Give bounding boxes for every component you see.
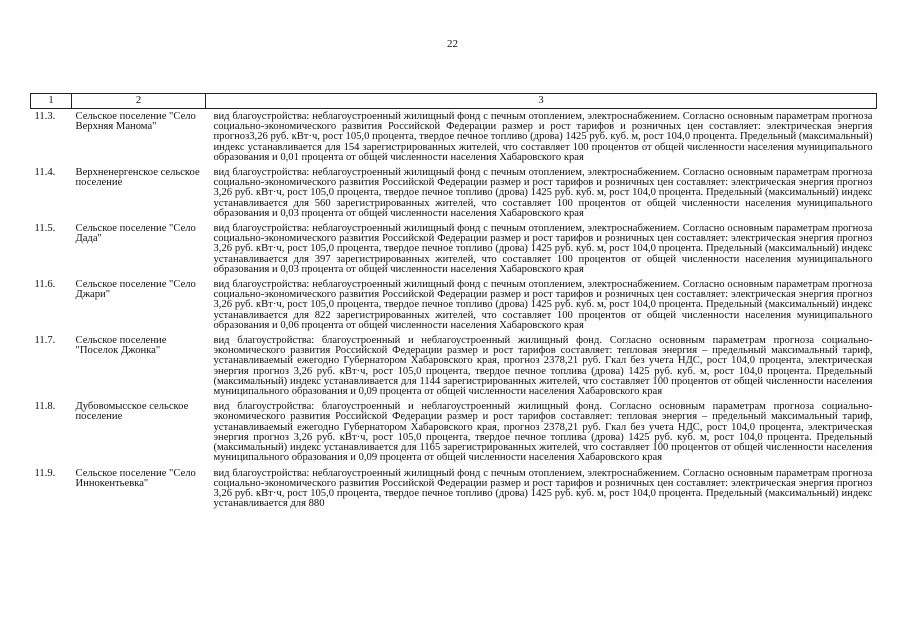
row-number: 11.7. (34, 335, 56, 347)
settlement-name: Верхненергенское сельское поселение (75, 167, 200, 189)
row-description: вид благоустройства: благоустроенный и неблагоустроенный жилищный фонд. Согласно основным параметрам прогноза социально-экономического развития Российской Федерации размер и рост тарифов составляет: тепловая энергия – предельный максимальный тариф, устанавливаемый ежегодно Губернатором Хабаровского края, прогноз 2378,21 руб. Гкал без учета НДС, рост 104,0 процента, электрическая энергия прогноз 3,26 руб. кВт·ч, рост 105,0 процента, твердое печное топлива (дрова) 1425 руб. куб. м, рост 104,0 процента. Предельный (максимальный) индекс устанавливается для 1144 зарегистрированных жителей, что составляет 100 процентов от общей численности населения муниципального образования и 0,09 процента от общей численности населения Хабаровского края (213, 335, 873, 398)
row-description: вид благоустройства: неблагоустроенный жилищный фонд с печным отоплением, электроснабжением. Согласно основным параметрам прогноза социально-экономического развития Российской Федерации размер и рост тарифов и розничных цен составляет: электрическая энергия прогноз 3,26 руб. кВт·ч, рост 105,0 процента, твердое печное топливо (дрова) 1425 руб. куб. м, рост 104,0 процента. Предельный (максимальный) индекс устанавливается для 822 зарегистрированных жителей, что составляет 100 процентов от общей численности населения муниципального образования и 0,06 процента от общей численности населения Хабаровского края (213, 279, 873, 331)
column-header-name: 2 (72, 94, 206, 109)
table-row (31, 223, 877, 279)
table-row (31, 335, 877, 401)
settlement-name: Сельское поселение "Поселок Джонка" (75, 335, 167, 357)
row-number: 11.6. (34, 279, 56, 291)
row-description: вид благоустройства: неблагоустроенный жилищный фонд с печным отоплением, электроснабжением. Согласно основным параметрам прогноза социально-экономического развития Российской Федерации размер и рост тарифов и розничных цен составляет: электрическая энергия прогноз 3,26 руб. кВт·ч, рост 105,0 процента, твердое печное топливо (дрова) 1425 руб. куб. м, рост 104,0 процента. Предельный (максимальный) индекс устанавливается для 560 зарегистрированных жителей, что составляет 100 процентов от общей численности населения муниципального образования и 0,03 процента от общей численности населения Хабаровского края (213, 167, 873, 219)
settlement-name: Сельское поселение "Село Иннокентьевка" (75, 467, 196, 489)
tariff-index-table (30, 93, 877, 513)
table-header-row (31, 94, 877, 109)
table-body (31, 109, 877, 514)
row-number: 11.9. (34, 467, 56, 479)
row-number: 11.5. (34, 223, 56, 235)
row-number: 11.3. (34, 111, 56, 122)
page-number: 22 (447, 38, 458, 50)
row-description: вид благоустройства: неблагоустроенный жилищный фонд с печным отоплением, электроснабжением. Согласно основным параметрам прогноза социально-экономического развития Российской Федерации размер и рост тарифов и розничных цен составляет: электрическая энергия прогноз 3,26 руб. кВт·ч, рост 105,0 процента, твердое печное топливо (дрова) 1425 руб. куб. м, рост 104,0 процента. Предельный (максимальный) индекс устанавливается для 880 (213, 467, 873, 510)
column-header-number: 1 (31, 94, 72, 109)
column-header-description: 3 (206, 94, 877, 109)
settlement-name: Сельское поселение "Село Верхняя Манома" (75, 111, 196, 133)
row-description: вид благоустройства: неблагоустроенный жилищный фонд с печным отоплением, электроснабжением. Согласно основным параметрам прогноза социально-экономического развития Российской Федерации размер и рост тарифов и розничных цен составляет: электрическая энергия прогноз3,26 руб. кВт·ч, рост 105,0 процента, твердое печное топливо (дрова) 1425 руб. куб. м, рост 104,0 процента. Предельный (максимальный) индекс устанавливается для 154 зарегистрированных жителей, что составляет 100 процентов от общей численности населения муниципального образования и 0,01 процента от общей численности населения Хабаровского края (213, 111, 873, 163)
settlement-name: Дубовомысское сельское поселение (75, 401, 189, 423)
table-row (31, 401, 877, 467)
table-header (31, 94, 877, 109)
row-number: 11.4. (34, 167, 56, 179)
settlement-name: Сельское поселение "Село Дада" (75, 223, 196, 245)
row-number: 11.8. (34, 401, 56, 413)
row-description: вид благоустройства: неблагоустроенный жилищный фонд с печным отоплением, электроснабжением. Согласно основным параметрам прогноза социально-экономического развития Российской Федерации размер и рост тарифов и розничных цен составляет: электрическая энергия прогноз 3,26 руб. кВт·ч, рост 105,0 процента, твердое печное топливо (дрова) 1425 руб. куб. м, рост 104,0 процента. Предельный (максимальный) индекс устанавливается для 397 зарегистрированных жителей, что составляет 100 процентов от общей численности населения муниципального образования и 0,03 процента от общей численности населения Хабаровского края (213, 223, 873, 275)
row-description: вид благоустройства: благоустроенный и неблагоустроенный жилищный фонд. Согласно основным параметрам прогноза социально-экономического развития Российской Федерации размер и рост тарифов составляет: тепловая энергия – предельный максимальный тариф, устанавливаемый ежегодно Губернатором Хабаровского края, прогноз 2378,21 руб. Гкал без учета НДС, рост 104,0 процента, электрическая энергия прогноз 3,26 руб. кВт·ч, рост 105,0 процента, твердое печное топлива (дрова) 1425 руб. куб. м, рост 104,0 процента. Предельный (максимальный) индекс устанавливается для 1165 зарегистрированных жителей, что составляет 100 процентов от общей численности населения муниципального образования и 0,09 процента от общей численности населения Хабаровского края (213, 401, 873, 464)
table-row (31, 468, 877, 514)
settlement-name: Сельское поселение "Село Джари" (75, 279, 196, 301)
table-row (31, 279, 877, 335)
table-row (31, 109, 877, 168)
table-row (31, 167, 877, 223)
